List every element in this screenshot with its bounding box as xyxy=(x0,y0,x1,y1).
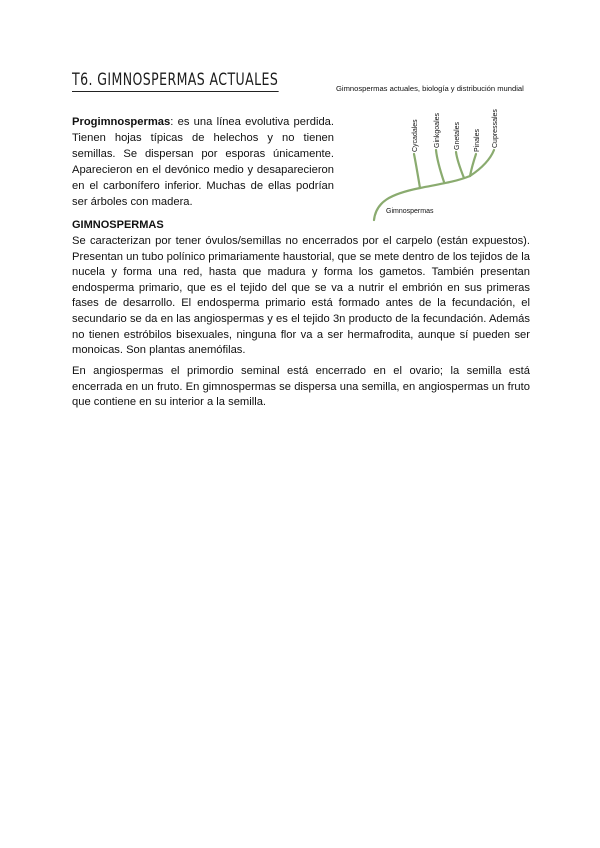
branch-label-gnetales: Gnetales xyxy=(454,121,461,150)
branch-ginkgoales xyxy=(436,150,444,182)
intro-text: : es una línea evolutiva perdida. Tienen hojas típicas de helechos y no tienen semillas. Se dispersan por esporas únicamente. Aparecieron en el devónico medio y desaparecieron en el carbonífero inferior. Muchas de ellas podrían ser árboles con madera. xyxy=(72,116,334,208)
root-label: Gimnospermas xyxy=(386,208,434,215)
branch-label-pinales: Pinales xyxy=(474,129,481,152)
intro-term: Progimnospermas xyxy=(72,116,171,128)
phylogeny-tree-diagram xyxy=(360,102,560,224)
body-paragraph-2: En angiospermas el primordio seminal está encerrado en el ovario; la semilla está encerrada en un fruto. En gimnospermas se dispersa una semilla, en angiospermas un fruto que contiene en su interior a la semilla. xyxy=(72,365,530,409)
branch-label-cupressales: Cupressales xyxy=(492,109,499,148)
page-title: T6. GIMNOSPERMAS ACTUALES xyxy=(72,70,279,90)
branch-label-ginkgoales: Ginkgoales xyxy=(434,112,441,148)
branch-label-cycadales: Cycadales xyxy=(412,119,419,152)
section-heading: GIMNOSPERMAS xyxy=(72,219,164,231)
branch-cycadales xyxy=(414,154,420,188)
figure-caption: Gimnospermas actuales, biología y distribución mundial xyxy=(336,84,524,93)
branch-gnetales xyxy=(456,152,464,178)
body-paragraph-1: Se caracterizan por tener óvulos/semillas no encerrados por el carpelo (están expuestos). Presentan un tubo polínico primariamente haustorial, que se mete dentro de los tejidos de la nucela y forma una red, hasta que madura y forma los gametos. También presentan endosperma primario, que es el tejido del que se va a nutrir el embrión en sus primeras fases de desarrollo. El endosperma primario está formado antes de la fecundación, el secundario se da en las angiospermas y es el tejido 3n producto de la fecundación. Además no tienen estróbilos bisexuales, ninguna flor va a ser hermafrodita, aunque sí pueden ser monoicas. Son plantas anemófilas. xyxy=(72,235,530,357)
intro-paragraph xyxy=(72,114,334,210)
